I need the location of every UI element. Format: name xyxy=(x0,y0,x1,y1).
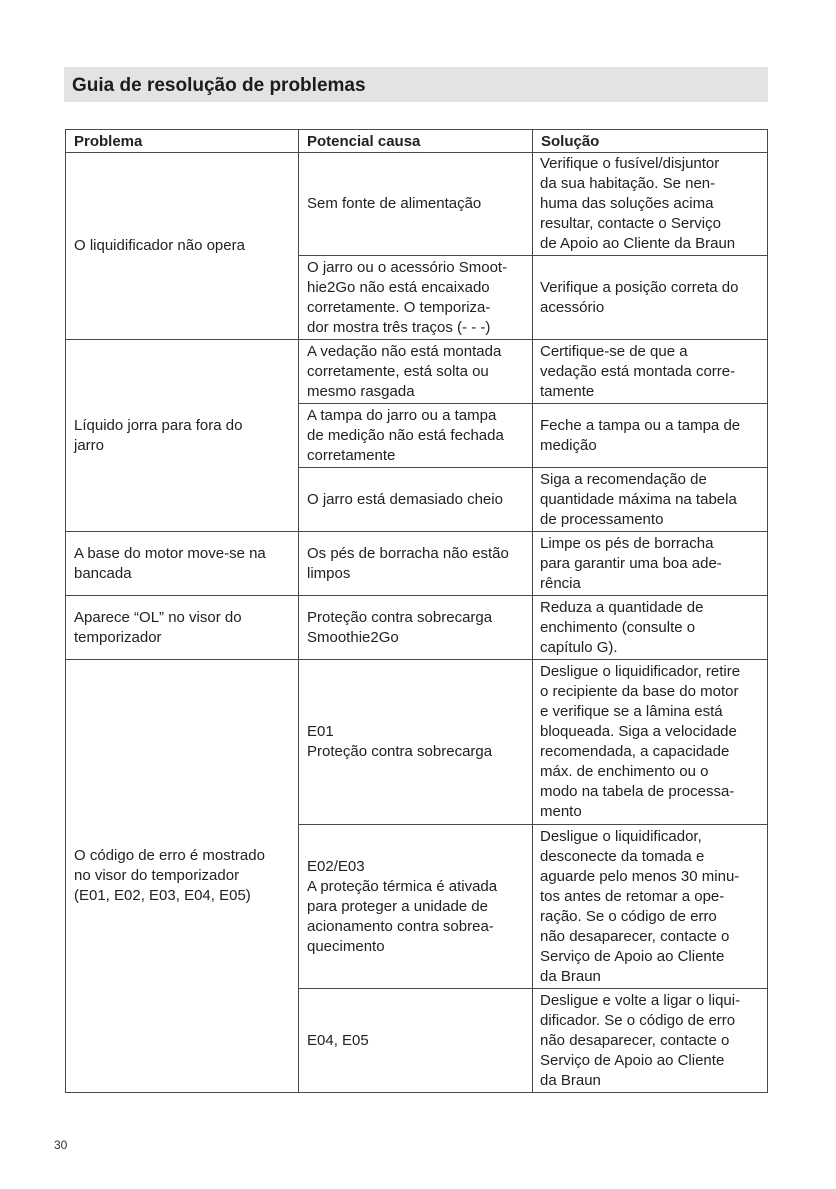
cause-cell: E01 Proteção contra sobrecarga xyxy=(299,660,533,825)
problem-cell: O código de erro é mostrado no visor do temporizador (E01, E02, E03, E04, E05) xyxy=(66,660,299,1093)
solution-cell: Desligue o liquidificador, retire o recipiente da base do motor e verifique se a lâmina está bloqueada. Siga a velocidade recomendada, a capacidade máx. de enchimento ou o modo na tabela de processa- mento xyxy=(533,660,768,825)
cause-cell: A tampa do jarro ou a tampa de medição não está fechada corretamente xyxy=(299,404,533,468)
cause-cell: E04, E05 xyxy=(299,989,533,1093)
cause-cell: Proteção contra sobrecarga Smoothie2Go xyxy=(299,596,533,660)
solution-cell: Desligue e volte a ligar o liqui- dificador. Se o código de erro não desaparecer, contacte o Serviço de Apoio ao Cliente da Braun xyxy=(533,989,768,1093)
cause-cell: Os pés de borracha não estão limpos xyxy=(299,532,533,596)
cause-cell: E02/E03 A proteção térmica é ativada para proteger a unidade de acionamento contra sobrea- quecimento xyxy=(299,825,533,989)
table-row xyxy=(66,660,768,825)
header-problem: Problema xyxy=(66,130,299,153)
header-solution: Solução xyxy=(533,130,768,153)
page-number: 30 xyxy=(54,1138,68,1152)
section-title: Guia de resolução de problemas xyxy=(72,75,366,96)
problem-cell: A base do motor move-se na bancada xyxy=(66,532,299,596)
solution-cell: Desligue o liquidificador, desconecte da tomada e aguarde pelo menos 30 minu- tos antes de retomar a ope- ração. Se o código de erro não desaparecer, contacte o Serviço de Apoio ao Cliente da Braun xyxy=(533,825,768,989)
cause-cell: A vedação não está montada corretamente, está solta ou mesmo rasgada xyxy=(299,340,533,404)
table-row xyxy=(66,596,768,660)
solution-cell: Verifique a posição correta do acessório xyxy=(533,256,768,340)
solution-cell: Feche a tampa ou a tampa de medição xyxy=(533,404,768,468)
table-row xyxy=(66,340,768,404)
problem-cell: O liquidificador não opera xyxy=(66,153,299,340)
header-cause: Potencial causa xyxy=(299,130,533,153)
cause-cell: Sem fonte de alimentação xyxy=(299,153,533,256)
table-row xyxy=(66,153,768,256)
cause-cell: O jarro ou o acessório Smoot- hie2Go não está encaixado corretamente. O temporiza- dor mostra três traços (- - -) xyxy=(299,256,533,340)
problem-cell: Líquido jorra para fora do jarro xyxy=(66,340,299,532)
section-title-bar xyxy=(64,67,768,102)
troubleshooting-table xyxy=(65,129,768,1093)
problem-cell: Aparece “OL” no visor do temporizador xyxy=(66,596,299,660)
solution-cell: Limpe os pés de borracha para garantir uma boa ade- rência xyxy=(533,532,768,596)
solution-cell: Reduza a quantidade de enchimento (consulte o capítulo G). xyxy=(533,596,768,660)
solution-cell: Certifique-se de que a vedação está montada corre- tamente xyxy=(533,340,768,404)
table-header-row xyxy=(66,130,768,153)
solution-cell: Siga a recomendação de quantidade máxima na tabela de processamento xyxy=(533,468,768,532)
solution-cell: Verifique o fusível/disjuntor da sua habitação. Se nen- huma das soluções acima resultar, contacte o Serviço de Apoio ao Cliente da Braun xyxy=(533,153,768,256)
cause-cell: O jarro está demasiado cheio xyxy=(299,468,533,532)
table-row xyxy=(66,532,768,596)
